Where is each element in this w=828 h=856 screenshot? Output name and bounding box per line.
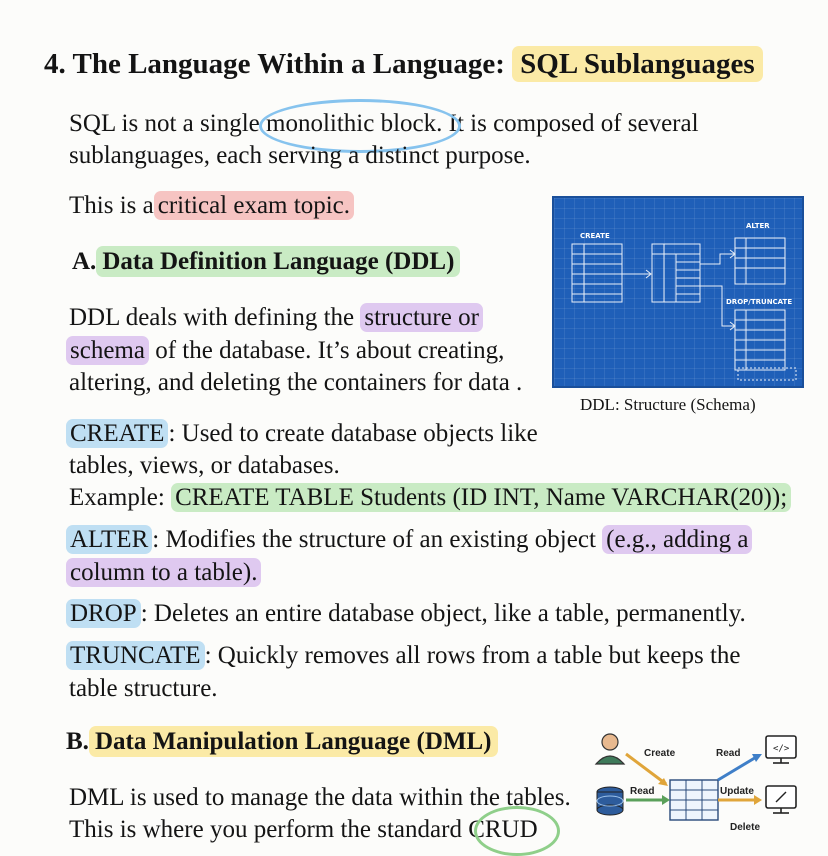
create-keyword: CREATE [66, 419, 168, 448]
ddl-desc-line-3: altering, and deleting the containers for data . [69, 369, 523, 396]
section-title-highlight: SQL Sublanguages [512, 46, 763, 82]
create-desc: : Used to create database objects like [168, 420, 538, 447]
create-line-1 [66, 418, 538, 450]
example-line [69, 482, 791, 514]
drop-line [66, 598, 746, 630]
bp-alter-label: ALTER [746, 222, 770, 230]
truncate-desc: : Quickly removes all rows from a table but keeps the [204, 642, 741, 669]
dml-read-label-top: Read [716, 748, 741, 759]
drop-desc: : Deletes an entire database object, like a table, permanently. [140, 600, 746, 627]
create-line-2: tables, views, or databases. [69, 452, 340, 479]
ddl-desc-line-2 [66, 335, 504, 367]
database-icon [597, 787, 623, 815]
dml-desc-line-1: DML is used to manage the data within the tables. [69, 784, 571, 811]
exam-note [69, 190, 354, 222]
dml-title: Data Manipulation Language (DML) [89, 726, 498, 757]
section-number: 4. [44, 48, 66, 80]
crud-diagram [590, 728, 820, 829]
alter-keyword: ALTER [66, 525, 152, 554]
ddl-heading [72, 248, 460, 276]
ddl-desc-text-2: of the database. It’s about creating, [155, 337, 505, 364]
ddl-structure-highlight: structure or [360, 303, 483, 332]
dml-read-label-left: Read [630, 786, 655, 797]
dml-letter: B. [66, 728, 89, 755]
dml-create-label: Create [644, 748, 676, 759]
example-code: CREATE TABLE Students (ID INT, Name VARCHAR(20)); [171, 483, 791, 512]
table-icon [670, 780, 718, 820]
drop-keyword: DROP [66, 599, 141, 628]
alter-line-2 [66, 557, 261, 589]
truncate-line-2: table structure. [69, 675, 218, 702]
section-heading [44, 48, 763, 81]
ddl-title: Data Definition Language (DDL) [96, 246, 460, 277]
intro-line-2: sublanguages, each serving a distinct purpose. [69, 142, 531, 169]
dml-desc-text: This is where you perform the standard [69, 816, 462, 843]
exam-highlight: critical exam topic. [154, 191, 354, 220]
alter-example-highlight: (e.g., adding a [602, 525, 752, 554]
alter-example-highlight-2: column to a table). [66, 558, 261, 587]
blueprint-diagram [554, 198, 802, 386]
dml-delete-label: Delete [730, 822, 761, 833]
dml-desc-line-2 [69, 814, 538, 846]
edit-monitor-icon [766, 786, 796, 813]
dml-crud: CRUD [468, 816, 538, 843]
ddl-desc-text: DDL deals with defining the [69, 304, 355, 331]
truncate-line-1 [66, 640, 741, 672]
dml-heading [66, 728, 498, 756]
ddl-figure-caption: DDL: Structure (Schema) [580, 395, 756, 414]
intro-text-a: SQL is not a single [69, 110, 260, 137]
exam-prefix: This is a [69, 192, 154, 219]
ddl-letter: A. [72, 248, 97, 275]
dml-update-label: Update [720, 786, 754, 797]
alter-desc: : Modifies the structure of an existing object [152, 526, 596, 553]
section-title: The Language Within a Language: [72, 48, 505, 80]
example-prefix: Example: [69, 484, 165, 511]
truncate-keyword: TRUNCATE [66, 641, 205, 670]
bp-drop-label: DROP/TRUNCATE [726, 298, 793, 306]
ddl-schema-highlight: schema [66, 336, 149, 365]
crud-circle-annotation [474, 806, 560, 856]
person-icon [596, 734, 624, 764]
alter-line-1 [66, 524, 752, 556]
intro-monolithic: monolithic block. [266, 110, 443, 137]
svg-text:</>: </> [773, 744, 790, 754]
dml-crud-figure [590, 728, 820, 833]
bp-create-label: CREATE [580, 232, 610, 240]
intro-text-c: It is composed of several [448, 110, 699, 137]
code-monitor-icon [766, 736, 796, 763]
ddl-blueprint-figure [552, 196, 804, 388]
ddl-desc-line-1 [69, 302, 483, 334]
